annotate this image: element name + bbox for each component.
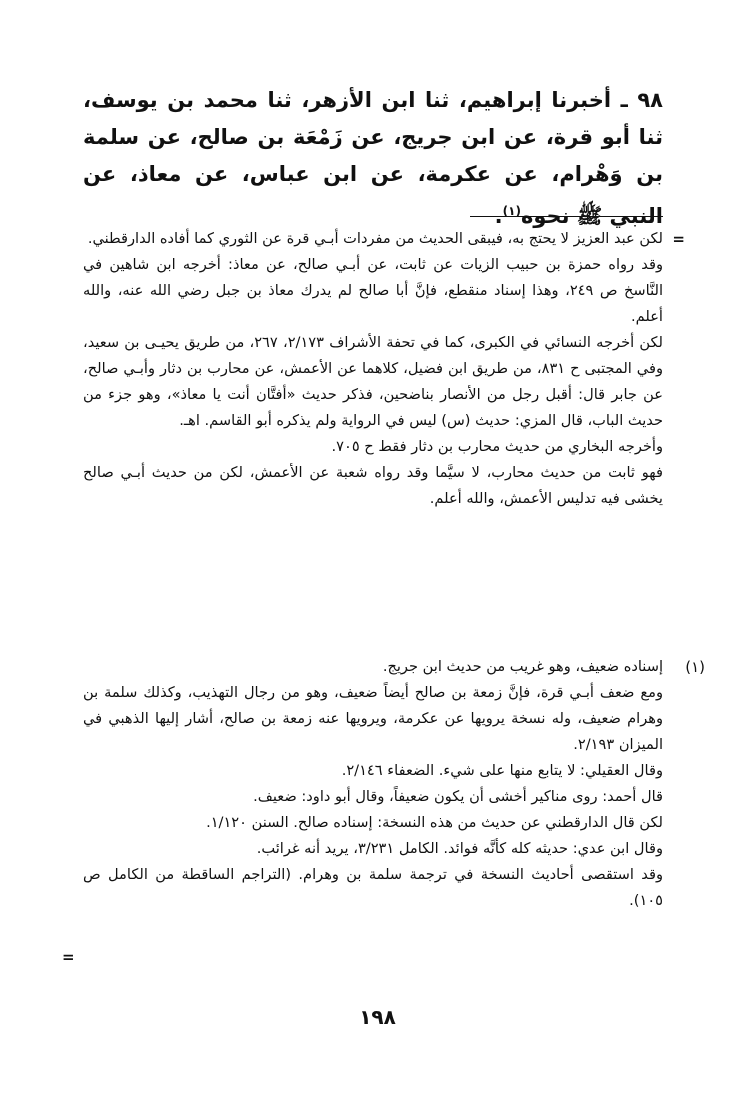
continued-marker: = [62, 948, 75, 966]
continuation-marker: = [672, 230, 685, 248]
footnote-paragraph: قال أحمد: روى مناكير أخشى أن يكون ضعيفاً، وقال أبو داود: ضعيف. [253, 788, 663, 805]
footnote-paragraph: وقد رواه حمزة بن حبيب الزيات عن ثابت، عن أبـي صالح، عن معاذ: أخرجه ابن شاهين في النَّاسخ ص ٢٤٩، وهذا إسناد منقطع، فإنَّ أبا صالح لم يدرك معاذ بن جبل رضي الله عنه، والله أعلم. [83, 256, 663, 325]
footnote-paragraph: لكن أخرجه النسائي في الكبرى، كما في تحفة الأشراف ٢/١٧٣، ٢٦٧، من طريق يحيـى بن سعيد، وفي المجتبى ح ٨٣١، من طريق ابن فضيل، كلاهما عن الأعمش، عن محارب بن دثار وأبـي صالح، عن جابر قال: أقبل رجل من الأنصار بناضحين، فذكر حديث «أفتَّان أنت يا معاذ»، وهو جزء من حديث الباب، قال المزي: حديث (س) ليس في الرواية ولم يذكره أبو القاسم. اهـ. [83, 334, 663, 429]
footnote-1 [83, 654, 663, 914]
footnote-reference: (١) [502, 204, 521, 218]
footnote-paragraph: ومع ضعف أبـي قرة، فإنَّ زمعة بن صالح أيضاً ضعيف، وهو من رجال التهذيب، وكذلك سلمة بن وهرام ضعيف، وله نسخة يرويها عن عكرمة، ويرويها عنه زمعة بن صالح، أشار إليها الذهبي في الميزان ٢/١٩٣. [83, 684, 663, 753]
page-number: ١٩٨ [359, 1005, 396, 1029]
footnote-paragraph: لكن عبد العزيز لا يحتج به، فيبقى الحديث من مفردات أبـي قرة عن الثوري كما أفاده الدارقطني. [87, 230, 663, 247]
footnote-paragraph: لكن قال الدارقطني عن حديث من هذه النسخة: إسناده صالح. السنن ١/١٢٠. [206, 814, 663, 831]
footnote-paragraph: وقال ابن عدي: حديثه كله كأنَّه فوائد. الكامل ٣/٢٣١، يريد أنه غرائب. [256, 840, 663, 857]
hadith-body: ٩٨ ـ أخبرنا إبراهيم، ثنا ابن الأزهر، ثنا محمد بن يوسف، ثنا أبو قرة، عن ابن جريج، عن زَمْعَة بن صالح، عن سلمة بن وَهْرام، عن عكرمة، عن ابن عباس، عن معاذ، عن النبي ﷺ نحوه [83, 88, 663, 228]
hadith-text [83, 82, 663, 235]
footnote-paragraph: فهو ثابت من حديث محارب، لا سيَّما وقد رواه شعبة عن الأعمش، لكن من حديث أبـي صالح يخشى فيه تدليس الأعمش، والله أعلم. [83, 464, 663, 507]
footnote-continuation [83, 226, 663, 512]
footnote-separator [470, 216, 663, 217]
footnote-number: (١) [685, 658, 705, 676]
footnote-paragraph: إسناده ضعيف، وهو غريب من حديث ابن جريج. [382, 658, 663, 675]
footnote-paragraph: وأخرجه البخاري من حديث محارب بن دثار فقط ح ٧٠٥. [331, 438, 663, 455]
hadith-end: . [494, 204, 503, 228]
footnote-paragraph: وقال العقيلي: لا يتابع منها على شيء. الضعفاء ٢/١٤٦. [341, 762, 663, 779]
footnote-paragraph: وقد استقصى أحاديث النسخة في ترجمة سلمة بن وهرام. (التراجم الساقطة من الكامل ص ١٠٥). [83, 866, 663, 909]
